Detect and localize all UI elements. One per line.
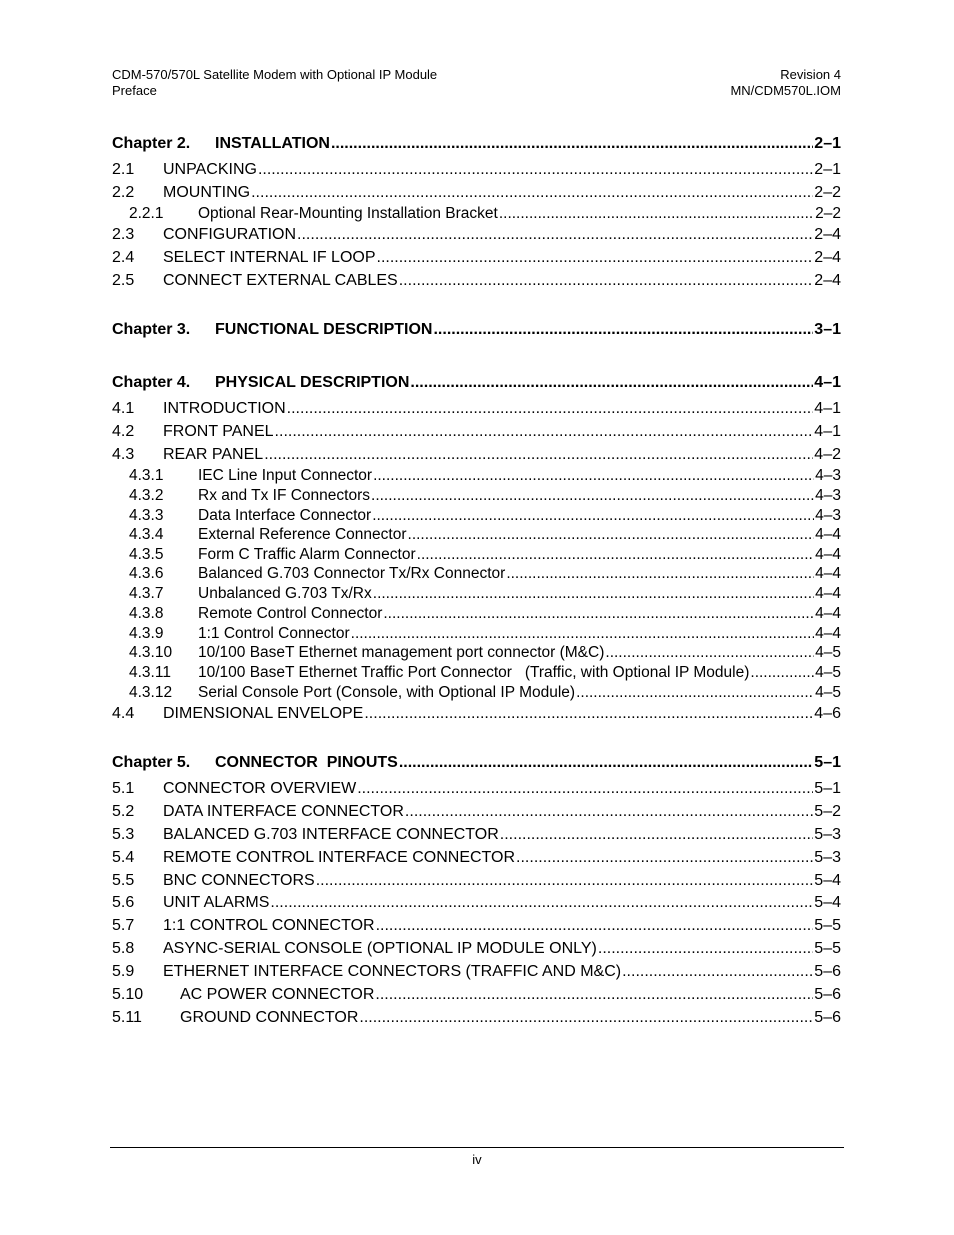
- toc-entry-number: 2.4: [112, 249, 135, 266]
- toc-dot-leader: [375, 985, 813, 1005]
- toc-entry-number: 4.3.2: [129, 487, 164, 504]
- toc-entry-title: MOUNTING: [163, 184, 251, 201]
- toc-entry-page: 4–5: [815, 664, 841, 681]
- toc-entry[interactable]: [112, 373, 841, 393]
- toc-entry-title: INTRODUCTION: [163, 400, 286, 417]
- toc-entry-title: Balanced G.703 Connector Tx/Rx Connector: [198, 565, 506, 582]
- toc-entry-number: 4.3.5: [129, 546, 164, 563]
- toc-entry-title: FUNCTIONAL DESCRIPTION: [215, 321, 433, 338]
- toc-entry[interactable]: [112, 466, 841, 486]
- toc-dot-leader: [506, 564, 814, 584]
- toc-entry[interactable]: [112, 663, 841, 683]
- toc-entry-number: 5.1: [112, 780, 135, 797]
- toc-dot-leader: [372, 506, 814, 526]
- toc-entry-title: CONNECTOR PINOUTS: [215, 754, 398, 771]
- toc-entry[interactable]: [112, 445, 841, 465]
- toc-entry-page: 2–2: [815, 205, 841, 222]
- toc-entry-title: REMOTE CONTROL INTERFACE CONNECTOR: [163, 849, 516, 866]
- toc-entry[interactable]: [112, 939, 841, 959]
- toc-entry[interactable]: [112, 683, 841, 703]
- toc-entry-title: REAR PANEL: [163, 446, 264, 463]
- toc-entry-title: Serial Console Port (Console, with Optional IP Module): [198, 684, 576, 701]
- toc-dot-leader: [433, 320, 813, 340]
- toc-entry-number: 5.8: [112, 940, 135, 957]
- toc-entry-title: 1:1 Control Connector: [198, 625, 350, 642]
- toc-entry[interactable]: [112, 802, 841, 822]
- toc-entry-number: 4.3.1: [129, 467, 164, 484]
- toc-entry[interactable]: [112, 225, 841, 245]
- toc-entry-page: 5–5: [814, 917, 841, 934]
- toc-entry-page: 5–2: [814, 803, 841, 820]
- toc-entry-number: 4.3.6: [129, 565, 164, 582]
- toc-entry-page: 2–1: [814, 135, 841, 152]
- toc-entry-title: 1:1 CONTROL CONNECTOR: [163, 917, 375, 934]
- toc-entry[interactable]: [112, 422, 841, 442]
- toc-entry-title: IEC Line Input Connector: [198, 467, 373, 484]
- toc-entry-number: 5.6: [112, 894, 135, 911]
- toc-entry-title: CONNECT EXTERNAL CABLES: [163, 272, 398, 289]
- toc-entry-number: Chapter 3.: [112, 321, 191, 338]
- toc-entry[interactable]: [112, 871, 841, 891]
- toc-entry[interactable]: [112, 584, 841, 604]
- toc-entry-title: BNC CONNECTORS: [163, 872, 315, 889]
- toc-dot-leader: [251, 183, 813, 203]
- toc-entry-page: 5–3: [814, 849, 841, 866]
- toc-dot-leader: [499, 204, 814, 224]
- toc-entry-page: 5–5: [814, 940, 841, 957]
- toc-entry-title: Rx and Tx IF Connectors: [198, 487, 371, 504]
- toc-entry-page: 5–6: [814, 986, 841, 1003]
- toc-dot-leader: [264, 445, 813, 465]
- toc-entry-title: Remote Control Connector: [198, 605, 383, 622]
- toc-dot-leader: [376, 916, 814, 936]
- footer-rule: [110, 1147, 844, 1148]
- toc-entry-page: 4–4: [815, 625, 841, 642]
- toc-entry-page: 4–6: [814, 705, 841, 722]
- toc-dot-leader: [316, 871, 814, 891]
- toc-entry[interactable]: [112, 271, 841, 291]
- toc-dot-leader: [377, 248, 814, 268]
- toc-entry-title: DIMENSIONAL ENVELOPE: [163, 705, 364, 722]
- toc-entry-title: UNIT ALARMS: [163, 894, 270, 911]
- toc-dot-leader: [576, 683, 814, 703]
- toc-entry-page: 2–2: [814, 184, 841, 201]
- toc-entry[interactable]: [112, 160, 841, 180]
- toc-entry-title: Form C Traffic Alarm Connector: [198, 546, 416, 563]
- toc-entry-page: 4–4: [815, 585, 841, 602]
- toc-dot-leader: [750, 663, 814, 683]
- toc-dot-leader: [270, 893, 813, 913]
- page-number: iv: [472, 1152, 482, 1167]
- toc-entry-title: Data Interface Connector: [198, 507, 372, 524]
- toc-entry[interactable]: [112, 486, 841, 506]
- toc-entry-page: 4–2: [814, 446, 841, 463]
- toc-entry-title: Optional Rear-Mounting Installation Bracket: [198, 205, 498, 222]
- toc-dot-leader: [383, 604, 814, 624]
- toc-entry[interactable]: [112, 985, 841, 1005]
- toc-dot-leader: [408, 525, 815, 545]
- toc-entry[interactable]: [112, 248, 841, 268]
- toc-entry-page: 5–3: [814, 826, 841, 843]
- toc-entry-number: 5.5: [112, 872, 135, 889]
- toc-entry-page: 4–3: [815, 487, 841, 504]
- toc-dot-leader: [357, 779, 813, 799]
- toc-entry-number: 2.2.1: [129, 205, 164, 222]
- toc-entry-number: 5.4: [112, 849, 135, 866]
- toc-entry[interactable]: [112, 320, 841, 340]
- toc-entry-page: 5–4: [814, 894, 841, 911]
- toc-entry[interactable]: [112, 183, 841, 203]
- toc-entry-title: ASYNC-SERIAL CONSOLE (OPTIONAL IP MODULE ONLY): [163, 940, 597, 957]
- toc-entry-page: 4–5: [815, 644, 841, 661]
- toc-entry-page: 4–5: [815, 684, 841, 701]
- toc-entry-title: AC POWER CONNECTOR: [180, 986, 375, 1003]
- toc-entry[interactable]: [112, 399, 841, 419]
- toc-entry-page: 4–4: [815, 605, 841, 622]
- toc-entry-title: PHYSICAL DESCRIPTION: [215, 374, 410, 391]
- toc-entry[interactable]: [112, 825, 841, 845]
- toc-dot-leader: [258, 160, 813, 180]
- toc-dot-leader: [399, 271, 814, 291]
- toc-entry-page: 4–4: [815, 546, 841, 563]
- toc-entry-number: 4.3.7: [129, 585, 164, 602]
- toc-entry-number: 5.2: [112, 803, 135, 820]
- toc-entry-page: 2–4: [814, 249, 841, 266]
- toc-entry-number: Chapter 5.: [112, 754, 191, 771]
- toc-entry-title: BALANCED G.703 INTERFACE CONNECTOR: [163, 826, 499, 843]
- toc-entry-page: 2–1: [814, 161, 841, 178]
- toc-dot-leader: [287, 399, 814, 419]
- toc-entry-title: FRONT PANEL: [163, 423, 274, 440]
- toc-entry-number: 4.3.12: [129, 684, 173, 701]
- toc-entry[interactable]: [112, 624, 841, 644]
- toc-entry-title: ETHERNET INTERFACE CONNECTORS (TRAFFIC AND M&C): [163, 963, 622, 980]
- toc-entry-page: 5–1: [814, 780, 841, 797]
- toc-entry-title: UNPACKING: [163, 161, 257, 178]
- toc-entry[interactable]: [112, 506, 841, 526]
- toc-entry-page: 2–4: [814, 272, 841, 289]
- toc-entry-number: 4.3.9: [129, 625, 164, 642]
- toc-dot-leader: [373, 466, 814, 486]
- toc-entry-page: 4–4: [815, 526, 841, 543]
- toc-entry-page: 5–1: [814, 754, 841, 771]
- toc-entry-page: 4–4: [815, 565, 841, 582]
- toc-entry[interactable]: [112, 604, 841, 624]
- toc-dot-leader: [399, 753, 813, 773]
- toc-entry-title: External Reference Connector: [198, 526, 407, 543]
- toc-dot-leader: [297, 225, 813, 245]
- running-header-right: [730, 67, 841, 99]
- toc-entry[interactable]: [112, 1008, 841, 1028]
- toc-entry-number: 4.1: [112, 400, 135, 417]
- toc-entry-page: 5–4: [814, 872, 841, 889]
- toc-entry-number: 4.3.11: [129, 664, 171, 681]
- toc-dot-leader: [605, 643, 814, 663]
- toc-entry-page: 4–1: [814, 423, 841, 440]
- toc-entry-number: Chapter 4.: [112, 374, 191, 391]
- toc-dot-leader: [500, 825, 814, 845]
- toc-dot-leader: [373, 584, 814, 604]
- toc-entry-title: 10/100 BaseT Ethernet Traffic Port Connector (Traffic, with Optional IP Module): [198, 664, 750, 681]
- toc-entry-title: DATA INTERFACE CONNECTOR: [163, 803, 404, 820]
- toc-entry-title: INSTALLATION: [215, 135, 330, 152]
- toc-entry[interactable]: [112, 848, 841, 868]
- toc-entry-number: 5.10: [112, 986, 144, 1003]
- toc-entry-number: 2.3: [112, 226, 135, 243]
- toc-entry[interactable]: [112, 753, 841, 773]
- toc-dot-leader: [371, 486, 814, 506]
- toc-entry[interactable]: [112, 564, 841, 584]
- toc-entry[interactable]: [112, 704, 841, 724]
- toc-entry[interactable]: [112, 545, 841, 565]
- revision-label: Revision 4: [780, 67, 841, 82]
- toc-entry-page: 4–3: [815, 507, 841, 524]
- toc-dot-leader: [516, 848, 813, 868]
- toc-dot-leader: [598, 939, 813, 959]
- toc-entry-number: 4.2: [112, 423, 135, 440]
- toc-entry[interactable]: [112, 134, 841, 154]
- toc-dot-leader: [351, 624, 814, 644]
- toc-entry-page: 5–6: [814, 963, 841, 980]
- toc-entry[interactable]: [112, 204, 841, 224]
- toc-entry-page: 4–3: [815, 467, 841, 484]
- toc-dot-leader: [359, 1008, 813, 1028]
- toc-entry-number: 2.5: [112, 272, 135, 289]
- toc-dot-leader: [331, 134, 813, 154]
- toc-entry-number: 2.2: [112, 184, 135, 201]
- toc-entry-title: CONNECTOR OVERVIEW: [163, 780, 357, 797]
- toc-entry-number: 4.3: [112, 446, 135, 463]
- toc-entry-page: 3–1: [814, 321, 841, 338]
- toc-entry-page: 4–1: [814, 400, 841, 417]
- document-title: CDM-570/570L Satellite Modem with Optional IP Module: [112, 67, 438, 82]
- toc-entry[interactable]: [112, 893, 841, 913]
- toc-entry[interactable]: [112, 962, 841, 982]
- document-number: MN/CDM570L.IOM: [730, 83, 841, 98]
- toc-entry-page: 4–1: [814, 374, 841, 391]
- toc-entry-number: 5.3: [112, 826, 135, 843]
- toc-entry-title: SELECT INTERNAL IF LOOP: [163, 249, 376, 266]
- toc-entry-number: 5.11: [112, 1009, 142, 1026]
- running-header-left: [112, 67, 437, 99]
- toc-entry-number: 4.3.3: [129, 507, 164, 524]
- toc-dot-leader: [417, 545, 814, 565]
- toc-entry-title: GROUND CONNECTOR: [180, 1009, 359, 1026]
- toc-entry[interactable]: [112, 916, 841, 936]
- toc-entry-number: 5.9: [112, 963, 135, 980]
- toc-entry[interactable]: [112, 525, 841, 545]
- toc-entry-number: Chapter 2.: [112, 135, 191, 152]
- toc-dot-leader: [622, 962, 813, 982]
- toc-dot-leader: [364, 704, 813, 724]
- toc-entry-title: CONFIGURATION: [163, 226, 297, 243]
- toc-entry-number: 5.7: [112, 917, 135, 934]
- toc-entry-title: Unbalanced G.703 Tx/Rx: [198, 585, 372, 602]
- section-name: Preface: [112, 83, 157, 98]
- toc-dot-leader: [275, 422, 814, 442]
- toc-entry-number: 4.4: [112, 705, 135, 722]
- toc-entry-number: 4.3.10: [129, 644, 173, 661]
- toc-entry-page: 5–6: [814, 1009, 841, 1026]
- toc-dot-leader: [410, 373, 813, 393]
- toc-entry-number: 4.3.8: [129, 605, 164, 622]
- toc-entry[interactable]: [112, 779, 841, 799]
- toc-entry-title: 10/100 BaseT Ethernet management port connector (M&C): [198, 644, 605, 661]
- toc-dot-leader: [405, 802, 813, 822]
- toc-entry-page: 2–4: [814, 226, 841, 243]
- toc-entry-number: 2.1: [112, 161, 135, 178]
- toc-entry-number: 4.3.4: [129, 526, 164, 543]
- toc-entry[interactable]: [112, 643, 841, 663]
